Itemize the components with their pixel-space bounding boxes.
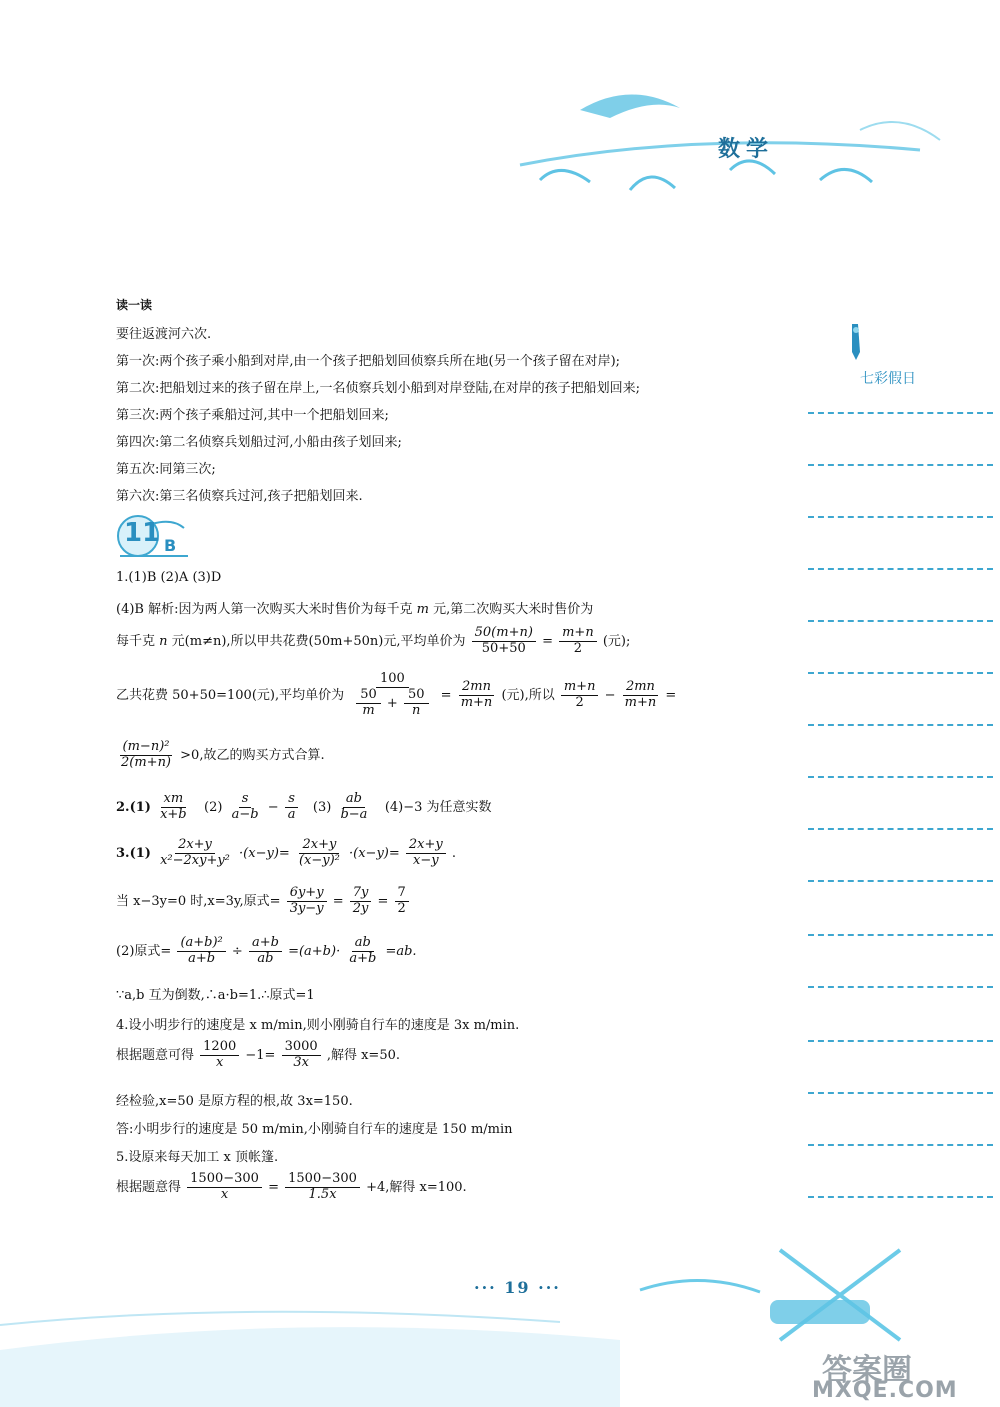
fraction: [350, 672, 434, 719]
text: (4)−3 为任意实数: [384, 799, 492, 815]
page-number: ··· 19 ···: [474, 1278, 561, 1297]
fraction: [622, 680, 660, 711]
denominator: x²−2xy+y²: [160, 852, 230, 868]
answer-q5-line1: 5.设原来每天加工 x 顶帐篷.: [116, 1150, 279, 1165]
text: ,解得 x=50.: [326, 1047, 400, 1063]
text: 根据题意得: [116, 1179, 182, 1195]
answer-q1-analysis: [116, 598, 593, 617]
note-line: [808, 568, 993, 570]
numerator: 2mn: [623, 680, 658, 696]
note-line: [808, 412, 993, 414]
numerator: (a+b)²: [177, 936, 225, 952]
var-m: m: [416, 602, 429, 617]
text: 每千克: [116, 633, 156, 649]
denominator: a+b: [188, 950, 216, 966]
section-title: 读一读: [116, 298, 153, 312]
text: >0,故乙的购买方式合算.: [180, 747, 325, 763]
note-line: [808, 672, 993, 674]
note-line: [808, 1092, 993, 1094]
numerator: 50: [356, 688, 381, 704]
answer-q4-line2: [116, 1040, 400, 1071]
fraction: [350, 886, 372, 917]
numerator: ab: [343, 792, 365, 808]
denominator: x+b: [160, 806, 187, 822]
fraction: [561, 680, 599, 711]
note-line: [808, 516, 993, 518]
note-line: [808, 1144, 993, 1146]
fraction: [282, 1040, 321, 1071]
denominator: m: [362, 702, 375, 718]
badge-letter: B: [164, 536, 177, 555]
answer-q3-line3: [116, 936, 417, 967]
section-badge: [116, 514, 188, 558]
note-line: [808, 986, 993, 988]
note-line: [808, 776, 993, 778]
denominator: 2: [575, 694, 584, 710]
denominator: n: [412, 702, 421, 718]
fraction: [346, 936, 379, 967]
text: 当 x−3y=0 时,x=3y,原式=: [116, 893, 281, 909]
equals: =: [542, 633, 553, 649]
answer-q3-line1: [116, 838, 456, 869]
note-line: [808, 1196, 993, 1198]
numerator: 7: [395, 886, 409, 902]
plus: +: [386, 695, 398, 711]
answer-q1-line3: [116, 626, 630, 657]
answer-q1-line4: [116, 672, 676, 719]
answer-q3-line4: ∵a,b 互为倒数,∴a·b=1.∴原式=1: [116, 988, 315, 1003]
numerator: 1500−300: [285, 1172, 360, 1188]
sidebar-label: 七彩假日: [860, 371, 916, 387]
numerator: 50: [404, 688, 429, 704]
numerator: s: [285, 792, 298, 808]
answer-q1-line5: [116, 740, 325, 771]
numerator: m+n: [559, 626, 597, 642]
denominator: m+n: [624, 694, 657, 710]
text: 根据题意可得: [116, 1047, 195, 1063]
text: (2): [204, 799, 223, 815]
watermark: 答案圈: [822, 1353, 912, 1388]
pencil-icon: [846, 322, 866, 362]
numerator: 6y+y: [287, 886, 327, 902]
minus: −: [267, 799, 279, 815]
numerator: m+n: [561, 680, 599, 696]
answer-q2: [116, 792, 492, 823]
numerator: (m−n)²: [120, 740, 173, 756]
denominator: x−y: [413, 852, 439, 868]
numerator: 2mn: [459, 680, 494, 696]
answer-q1: 1.(1)B (2)A (3)D: [116, 570, 222, 585]
numerator: s: [239, 792, 252, 808]
answer-q4-line1: 4.设小明步行的速度是 x m/min,则小刚骑自行车的速度是 3x m/min.: [116, 1018, 520, 1033]
fraction: [157, 838, 233, 869]
fraction: [285, 1172, 360, 1203]
fraction: [157, 792, 190, 823]
note-line: [808, 934, 993, 936]
header-subject: 数学: [718, 137, 775, 162]
denominator: 2: [573, 640, 583, 656]
note-line: [808, 1040, 993, 1042]
denominator: x: [220, 1186, 229, 1202]
fraction: [404, 688, 429, 719]
text: .: [451, 845, 457, 861]
note-line: [808, 464, 993, 466]
text: (2)原式=: [116, 943, 172, 959]
watermark-url: MXQE.COM: [812, 1378, 958, 1403]
numerator: 2x+y: [406, 838, 446, 854]
numerator: 100: [376, 672, 409, 688]
text: ·(x−y)=: [239, 845, 290, 861]
text: 2.(1): [116, 799, 151, 815]
text: (4)B 解析:因为两人第一次购买大米时售价为每千克: [116, 602, 413, 617]
fraction: [356, 688, 381, 719]
minus: −: [604, 687, 616, 703]
fraction: [287, 886, 327, 917]
read-line: 第二次:把船划过来的孩子留在岸上,一名侦察兵划小船到对岸登陆,在对岸的孩子把船划回来;: [116, 381, 641, 396]
note-line: [808, 620, 993, 622]
denominator: [350, 688, 434, 719]
fraction: [559, 626, 597, 657]
read-line: 第四次:第二名侦察兵划船过河,小船由孩子划回来;: [116, 435, 402, 450]
numerator: 3000: [282, 1040, 321, 1056]
numerator: 2x+y: [299, 838, 339, 854]
denominator: x: [216, 1054, 224, 1070]
numerator: 7y: [350, 886, 372, 902]
denominator: m+n: [460, 694, 493, 710]
equals: =: [440, 687, 452, 703]
var-n: n: [159, 633, 168, 649]
fraction: [285, 792, 299, 823]
numerator: 50(m+n): [472, 626, 536, 642]
fraction: [249, 936, 282, 967]
text: ·(x−y)=: [349, 845, 400, 861]
fraction: [118, 740, 174, 771]
denominator: ab: [257, 950, 274, 966]
text: ÷: [231, 943, 243, 959]
fraction: [177, 936, 225, 967]
denominator: 2y: [352, 900, 369, 916]
text: =ab.: [385, 943, 417, 959]
text: (元);: [602, 633, 631, 649]
equals: =: [377, 893, 389, 909]
read-line: 第三次:两个孩子乘船过河,其中一个把船划回来;: [116, 408, 389, 423]
denominator: a: [287, 806, 296, 822]
answer-q3-line2: [116, 886, 411, 917]
note-line: [808, 880, 993, 882]
text: 乙共花费 50+50=100(元),平均单价为: [116, 687, 345, 703]
text: (3): [312, 799, 332, 815]
text: 元,第二次购买大米时售价为: [433, 602, 594, 617]
fraction: [406, 838, 446, 869]
fraction: [229, 792, 262, 823]
numerator: 2x+y: [175, 838, 215, 854]
denominator: 3y−y: [289, 900, 324, 916]
answer-q4-line3: 经检验,x=50 是原方程的根,故 3x=150.: [116, 1094, 353, 1109]
note-line: [808, 828, 993, 830]
fraction: [187, 1172, 262, 1203]
fraction: [296, 838, 343, 869]
denominator: 50+50: [481, 640, 526, 656]
denominator: a+b: [349, 950, 377, 966]
read-line: 要往返渡河六次.: [116, 327, 212, 342]
fraction: [337, 792, 370, 823]
denominator: 3x: [293, 1054, 309, 1070]
read-line: 第六次:第三名侦察兵过河,孩子把船划回来.: [116, 489, 363, 504]
text: (元),所以: [501, 687, 555, 703]
numerator: xm: [161, 792, 187, 808]
equals: =: [332, 893, 344, 909]
text: 元(m≠n),所以甲共花费(50m+50n)元,平均单价为: [171, 633, 466, 649]
numerator: 1500−300: [187, 1172, 262, 1188]
text: +4,解得 x=100.: [366, 1179, 467, 1195]
fraction: [395, 886, 409, 917]
badge-number: 11: [124, 518, 161, 548]
text: 3.(1): [116, 845, 151, 861]
read-line: 第五次:同第三次;: [116, 462, 216, 477]
denominator: (x−y)²: [298, 852, 340, 868]
numerator: ab: [352, 936, 374, 952]
note-line: [808, 724, 993, 726]
fraction: [200, 1040, 239, 1071]
answer-q5-line2: [116, 1172, 467, 1203]
text: =(a+b)·: [288, 943, 341, 959]
numerator: a+b: [249, 936, 282, 952]
fraction: [458, 680, 496, 711]
answer-q4-line4: 答:小明步行的速度是 50 m/min,小刚骑自行车的速度是 150 m/min: [116, 1122, 513, 1137]
equals: =: [268, 1179, 279, 1195]
denominator: 1.5x: [308, 1186, 337, 1202]
denominator: b−a: [340, 806, 368, 822]
text: −1=: [245, 1047, 276, 1063]
equals: =: [665, 687, 677, 703]
numerator: 1200: [200, 1040, 239, 1056]
denominator: 2: [397, 900, 406, 916]
denominator: a−b: [231, 806, 259, 822]
denominator: 2(m+n): [121, 754, 172, 770]
fraction: [472, 626, 536, 657]
read-line: 第一次:两个孩子乘小船到对岸,由一个孩子把船划回侦察兵所在地(另一个孩子留在对岸);: [116, 354, 621, 369]
